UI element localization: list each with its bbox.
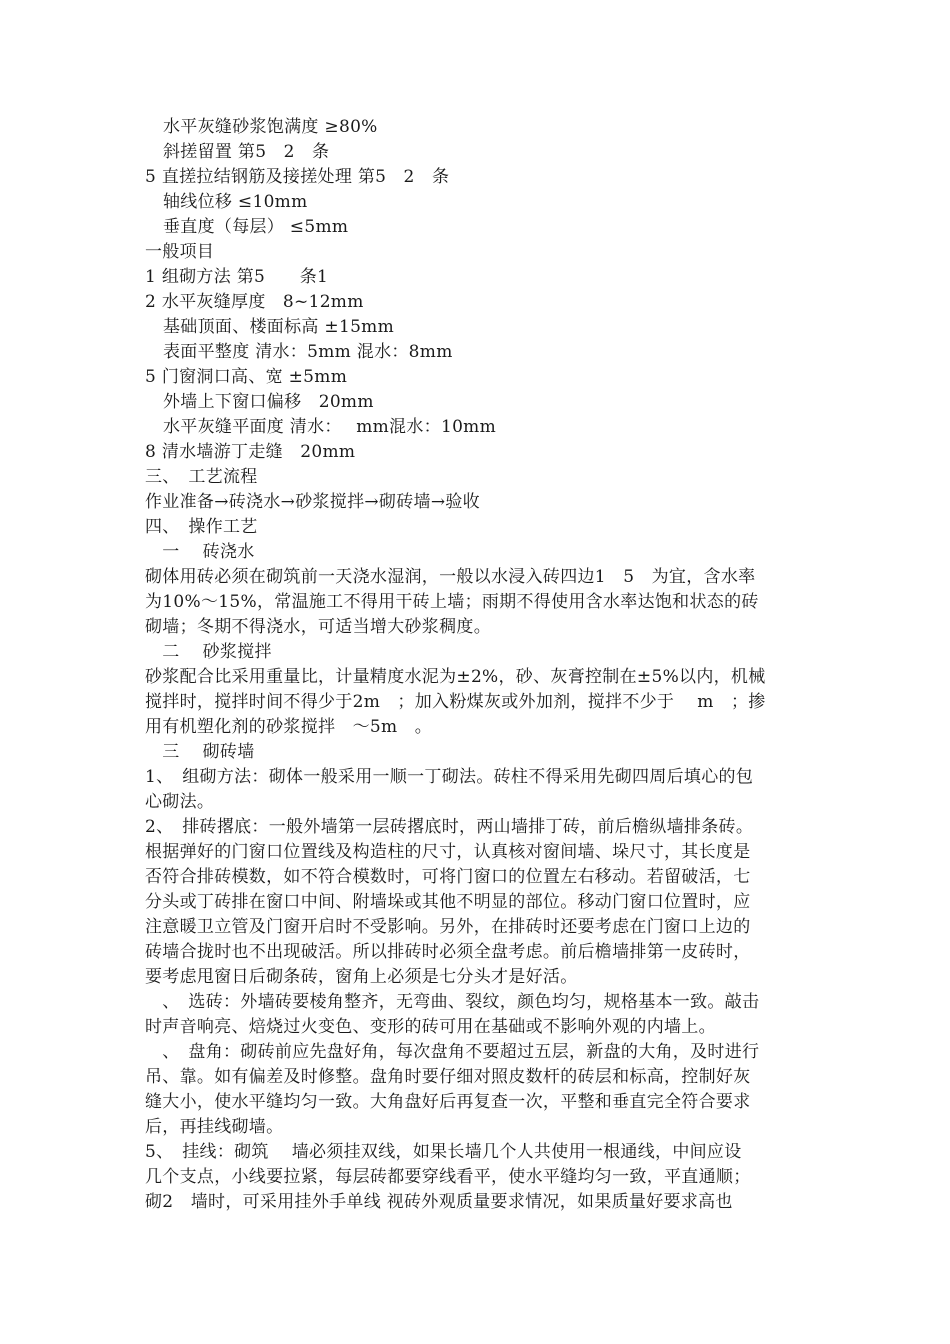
text-line: 5、 挂线：砌筑 墙必须挂双线，如果长墙几个人共使用一根通线，中间应设 — [145, 1142, 742, 1162]
text-line: 轴线位移 ≤10mm — [163, 192, 308, 212]
text-line: 5 直搓拉结钢筋及接搓处理 第5 2 条 — [145, 167, 450, 187]
text-line: 斜搓留置 第5 2 条 — [163, 142, 330, 162]
text-line: 2、 排砖撂底：一般外墙第一层砖撂底时，两山墙排丁砖，前后檐纵墙排条砖。 — [145, 817, 754, 837]
text-line: 砌墙；冬期不得浇水，可适当增大砂浆稠度。 — [145, 617, 491, 637]
text-line: 水平灰缝平面度 清水： mm混水：10mm — [163, 417, 497, 437]
text-line: 一 砖浇水 — [145, 542, 255, 562]
text-line: 1 组砌方法 第5 条1 — [145, 267, 329, 287]
text-line: 2 水平灰缝厚度 8~12mm — [145, 292, 364, 312]
text-line: 二 砂浆搅拌 — [145, 642, 272, 662]
text-line: 表面平整度 清水：5mm 混水：8mm — [163, 342, 453, 362]
text-line: 时声音响亮、焙烧过火变色、变形的砖可用在基础或不影响外观的内墙上。 — [145, 1017, 716, 1037]
text-line: 砌2 墙时，可采用挂外手单线 视砖外观质量要求情况，如果质量好要求高也 — [145, 1192, 733, 1212]
text-line: 砌体用砖必须在砌筑前一天浇水湿润，一般以水浸入砖四边1 5 为宜，含水率 — [145, 567, 756, 587]
text-line: 搅拌时，搅拌时间不得少于2m ；加入粉煤灰或外加剂，搅拌不少于 m ；掺 — [145, 692, 766, 712]
text-line: 8 清水墙游丁走缝 20mm — [145, 442, 356, 462]
text-line: 为10%～15%，常温施工不得用干砖上墙；雨期不得使用含水率达饱和状态的砖 — [145, 592, 759, 612]
text-line: 分头或丁砖排在窗口中间、附墙垛或其他不明显的部位。移动门窗口位置时，应 — [145, 892, 751, 912]
text-line: 三、 工艺流程 — [145, 467, 258, 487]
text-line: 、 选砖：外墙砖要棱角整齐，无弯曲、裂纹，颜色均匀，规格基本一致。敲击 — [145, 992, 760, 1012]
text-line: 一般项目 — [145, 242, 215, 262]
text-line: 要考虑甩窗日后砌条砖，窗角上必须是七分头才是好活。 — [145, 967, 578, 987]
text-line: 根据弹好的门窗口位置线及构造柱的尺寸，认真核对窗间墙、垛尺寸，其长度是 — [145, 842, 751, 862]
text-line: 、 盘角：砌砖前应先盘好角，每次盘角不要超过五层，新盘的大角，及时进行 — [145, 1042, 760, 1062]
text-line: 否符合排砖模数，如不符合模数时，可将门窗口的位置左右移动。若留破活，七 — [145, 867, 751, 887]
text-line: 基础顶面、楼面标高 ±15mm — [163, 317, 395, 337]
text-line: 三 砌砖墙 — [145, 742, 255, 762]
text-line: 水平灰缝砂浆饱满度 ≥80% — [163, 117, 378, 137]
text-line: 吊、靠。如有偏差及时修整。盘角时要仔细对照皮数杆的砖层和标高，控制好灰 — [145, 1067, 751, 1087]
text-line: 砖墙合拢时也不出现破活。所以排砖时必须全盘考虑。前后檐墙排第一皮砖时， — [145, 942, 751, 962]
text-line: 1、 组砌方法：砌体一般采用一顺一丁砌法。砖柱不得采用先砌四周后填心的包 — [145, 767, 754, 787]
text-line: 几个支点，小线要拉紧，每层砖都要穿线看平，使水平缝均匀一致，平直通顺； — [145, 1167, 751, 1187]
text-line: 四、 操作工艺 — [145, 517, 258, 537]
text-line: 注意暖卫立管及门窗开启时不受影响。另外，在排砖时还要考虑在门窗口上边的 — [145, 917, 751, 937]
text-line: 砂浆配合比采用重量比，计量精度水泥为±2%，砂、灰膏控制在±5%以内，机械 — [145, 667, 766, 687]
text-line: 后，再挂线砌墙。 — [145, 1117, 284, 1137]
text-line: 用有机塑化剂的砂浆搅拌 ～5m 。 — [145, 717, 433, 737]
text-line: 5 门窗洞口高、宽 ±5mm — [145, 367, 348, 387]
text-line: 垂直度（每层） ≤5mm — [163, 217, 349, 237]
text-line: 作业准备→砖浇水→砂浆搅拌→砌砖墙→验收 — [145, 492, 480, 512]
text-line: 外墙上下窗口偏移 20mm — [163, 392, 374, 412]
text-line: 心砌法。 — [145, 792, 215, 812]
text-line: 缝大小，使水平缝均匀一致。大角盘好后再复查一次，平整和垂直完全符合要求 — [145, 1092, 751, 1112]
